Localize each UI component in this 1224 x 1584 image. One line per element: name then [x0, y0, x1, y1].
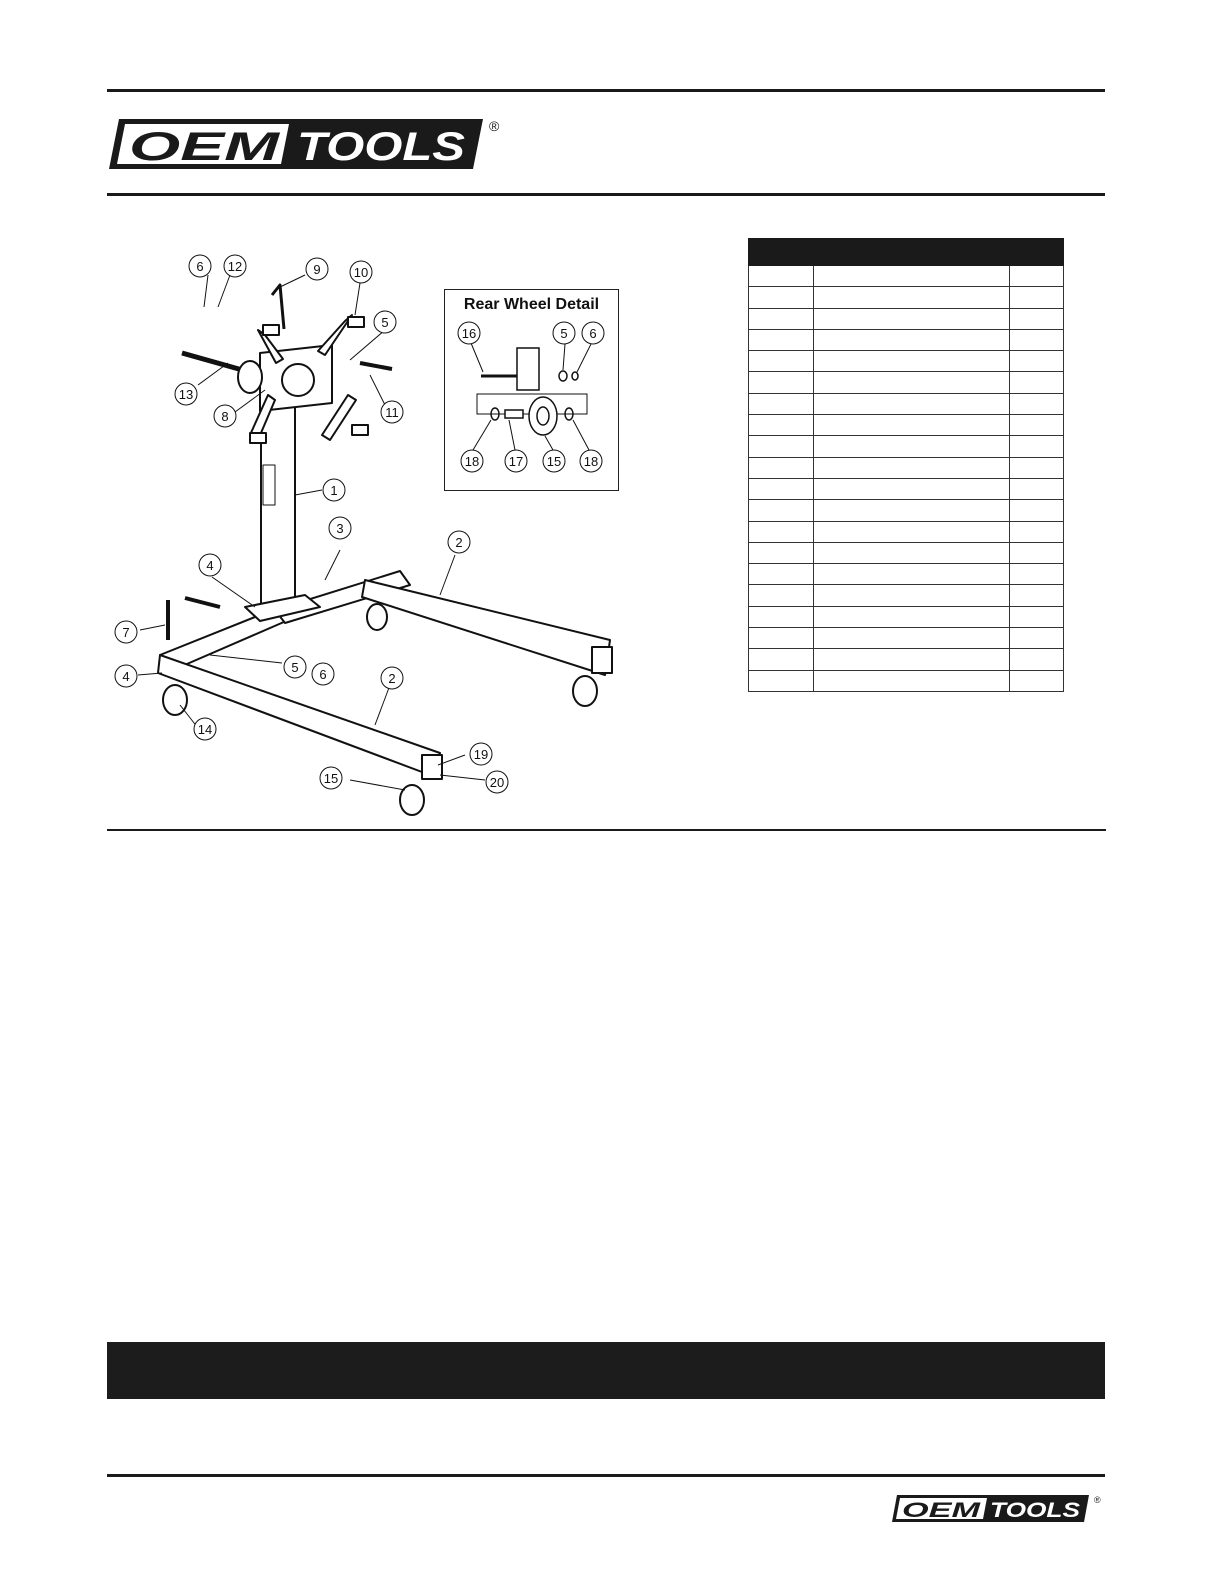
part-no-cell — [749, 521, 814, 542]
parts-table-row — [749, 308, 1064, 329]
description-cell — [814, 436, 1010, 457]
description-cell — [814, 372, 1010, 393]
svg-text:®: ® — [489, 118, 500, 134]
description-cell — [814, 266, 1010, 287]
qty-cell — [1010, 564, 1064, 585]
parts-table-row — [749, 393, 1064, 414]
parts-table-row — [749, 372, 1064, 393]
part-no-cell — [749, 436, 814, 457]
rear-wheel-detail-drawing — [445, 290, 617, 489]
parts-table-row — [749, 436, 1064, 457]
parts-table-row — [749, 500, 1064, 521]
parts-list-table — [748, 238, 1064, 692]
part-no-cell — [749, 542, 814, 563]
svg-text:4: 4 — [122, 669, 130, 684]
part-no-cell — [749, 372, 814, 393]
qty-cell — [1010, 500, 1064, 521]
header-bottom-rule — [107, 193, 1105, 196]
svg-text:14: 14 — [197, 722, 213, 737]
svg-text:4: 4 — [206, 558, 214, 573]
part-no-cell — [749, 351, 814, 372]
description-cell — [814, 287, 1010, 308]
detail-callout-15: 15 — [546, 454, 562, 469]
qty-cell — [1010, 457, 1064, 478]
part-no-cell — [749, 670, 814, 691]
svg-text:2: 2 — [455, 535, 463, 550]
description-cell — [814, 606, 1010, 627]
detail-callout-5: 5 — [560, 326, 568, 341]
description-cell — [814, 500, 1010, 521]
svg-text:12: 12 — [227, 259, 243, 274]
description-cell — [814, 308, 1010, 329]
part-no-cell — [749, 500, 814, 521]
description-cell — [814, 351, 1010, 372]
parts-table-row — [749, 628, 1064, 649]
description-cell — [814, 415, 1010, 436]
section-divider — [107, 829, 1106, 831]
description-cell — [814, 393, 1010, 414]
svg-text:11: 11 — [385, 405, 399, 420]
part-no-cell — [749, 478, 814, 499]
qty-cell — [1010, 287, 1064, 308]
parts-table-row — [749, 415, 1064, 436]
description-cell — [814, 542, 1010, 563]
svg-text:9: 9 — [313, 262, 321, 277]
parts-table-row — [749, 670, 1064, 691]
detail-callout-18-left: 18 — [464, 454, 480, 469]
parts-table-row — [749, 351, 1064, 372]
description-cell — [814, 457, 1010, 478]
svg-text:®: ® — [1094, 1495, 1101, 1505]
description-cell — [814, 329, 1010, 350]
svg-text:5: 5 — [381, 315, 389, 330]
detail-callout-18-right: 18 — [583, 454, 599, 469]
qty-cell — [1010, 649, 1064, 670]
description-cell — [814, 478, 1010, 499]
parts-table-row — [749, 266, 1064, 287]
detail-callout-16: 16 — [461, 326, 477, 341]
qty-cell — [1010, 329, 1064, 350]
svg-text:3: 3 — [336, 521, 344, 536]
qty-cell — [1010, 542, 1064, 563]
svg-text:13: 13 — [178, 387, 194, 402]
qty-cell — [1010, 436, 1064, 457]
top-rule — [107, 89, 1105, 92]
rear-wheel-detail-title: Rear Wheel Detail — [463, 296, 600, 313]
svg-text:OEM: OEM — [902, 1499, 981, 1522]
svg-text:1: 1 — [330, 483, 338, 498]
parts-table-body — [749, 266, 1064, 692]
svg-text:7: 7 — [122, 625, 130, 640]
header-qty — [1010, 239, 1064, 266]
description-cell — [814, 564, 1010, 585]
qty-cell — [1010, 372, 1064, 393]
svg-text:TOOLS: TOOLS — [990, 1499, 1080, 1522]
detail-callout-6: 6 — [589, 326, 597, 341]
qty-cell — [1010, 308, 1064, 329]
description-cell — [814, 521, 1010, 542]
part-no-cell — [749, 287, 814, 308]
part-no-cell — [749, 329, 814, 350]
svg-text:2: 2 — [388, 671, 396, 686]
qty-cell — [1010, 415, 1064, 436]
description-cell — [814, 585, 1010, 606]
svg-text:OEM: OEM — [129, 125, 282, 169]
header-part-no — [749, 239, 814, 266]
part-no-cell — [749, 649, 814, 670]
parts-table-row — [749, 564, 1064, 585]
parts-table-header — [749, 239, 1064, 266]
qty-cell — [1010, 628, 1064, 649]
parts-table-row — [749, 457, 1064, 478]
parts-table-row — [749, 542, 1064, 563]
part-no-cell — [749, 457, 814, 478]
part-no-cell — [749, 308, 814, 329]
parts-table-row — [749, 521, 1064, 542]
svg-text:10: 10 — [353, 265, 369, 280]
part-no-cell — [749, 393, 814, 414]
parts-table-row — [749, 606, 1064, 627]
qty-cell — [1010, 606, 1064, 627]
svg-text:TOOLS: TOOLS — [297, 125, 466, 169]
svg-text:15: 15 — [323, 771, 339, 786]
part-no-cell — [749, 585, 814, 606]
description-cell — [814, 628, 1010, 649]
part-no-cell — [749, 606, 814, 627]
description-cell — [814, 649, 1010, 670]
header-description — [814, 239, 1010, 266]
parts-table-row — [749, 287, 1064, 308]
detail-callout-17: 17 — [508, 454, 524, 469]
rear-wheel-detail-box — [444, 289, 619, 491]
part-no-cell — [749, 415, 814, 436]
parts-table-row — [749, 329, 1064, 350]
part-no-cell — [749, 266, 814, 287]
parts-table-row — [749, 649, 1064, 670]
parts-table-row — [749, 478, 1064, 499]
footer-rule — [107, 1474, 1105, 1477]
oemtools-logo — [107, 117, 507, 173]
qty-cell — [1010, 393, 1064, 414]
part-no-cell — [749, 628, 814, 649]
part-no-cell — [749, 564, 814, 585]
qty-cell — [1010, 521, 1064, 542]
dark-banner — [107, 1342, 1105, 1399]
qty-cell — [1010, 670, 1064, 691]
rear-leg-top — [362, 580, 610, 675]
svg-text:8: 8 — [221, 409, 229, 424]
svg-text:5: 5 — [291, 660, 299, 675]
qty-cell — [1010, 351, 1064, 372]
qty-cell — [1010, 478, 1064, 499]
oemtools-footer-logo — [891, 1494, 1103, 1524]
svg-text:19: 19 — [473, 747, 489, 762]
svg-text:6: 6 — [196, 259, 204, 274]
qty-cell — [1010, 585, 1064, 606]
svg-text:20: 20 — [489, 775, 505, 790]
description-cell — [814, 670, 1010, 691]
svg-text:6: 6 — [319, 667, 327, 682]
qty-cell — [1010, 266, 1064, 287]
parts-table-row — [749, 585, 1064, 606]
